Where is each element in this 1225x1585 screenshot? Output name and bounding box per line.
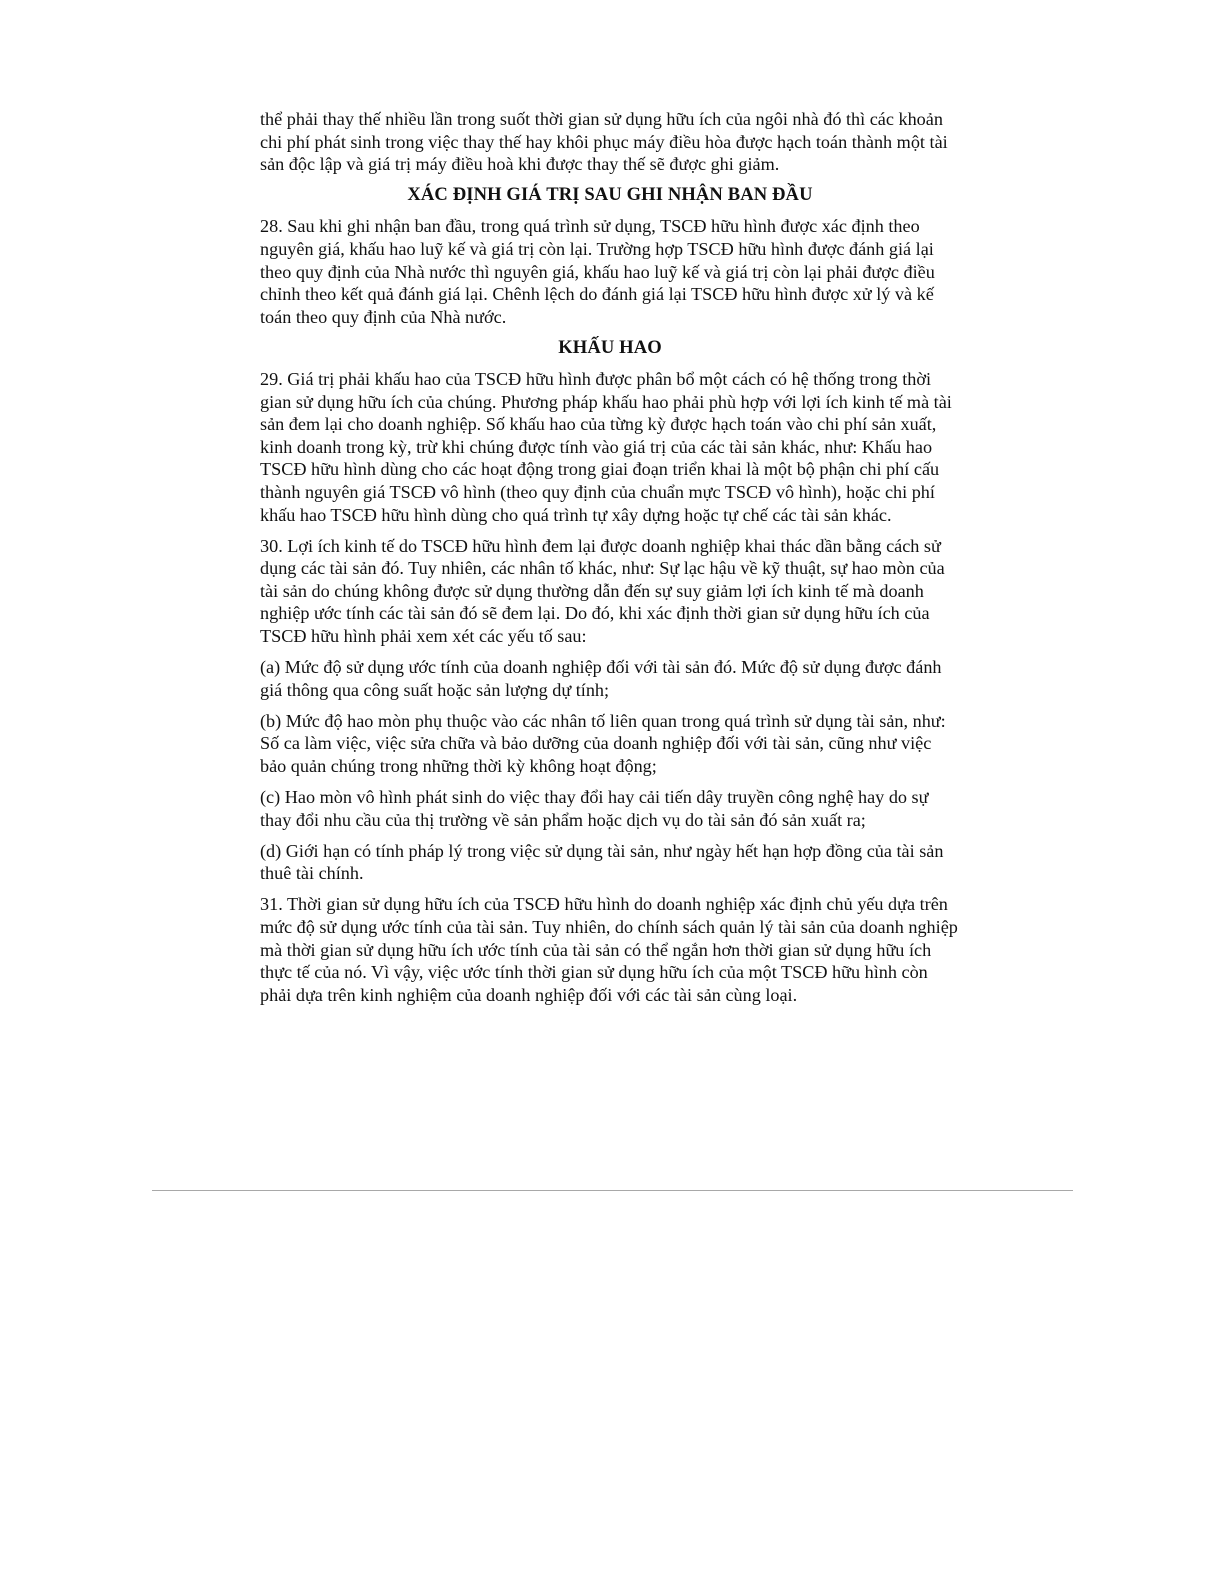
list-item-c: (c) Hao mòn vô hình phát sinh do việc thay đổi hay cải tiến dây truyền công nghệ hay do sự thay đổi nhu cầu của thị trường về sản phẩm hoặc dịch vụ do tài sản đó sản xuất ra; xyxy=(260,787,929,830)
page-divider xyxy=(152,1190,1073,1191)
section-heading-depreciation: KHẤU HAO xyxy=(558,336,662,358)
paragraph-28: 28. Sau khi ghi nhận ban đầu, trong quá trình sử dụng, TSCĐ hữu hình được xác định theo nguyên giá, khấu hao luỹ kế và giá trị còn lại. Trường hợp TSCĐ hữu hình được đánh giá lại theo quy định của Nhà nước thì nguyên giá, khấu hao luỹ kế và giá trị còn lại phải được điều chỉnh theo kết quả đánh giá lại. Chênh lệch do đánh giá lại TSCĐ hữu hình được xử lý và kế toán theo quy định của Nhà nước. xyxy=(260,216,935,327)
list-item-d: (d) Giới hạn có tính pháp lý trong việc sử dụng tài sản, như ngày hết hạn hợp đồng của tài sản thuê tài chính. xyxy=(260,840,944,884)
document-body xyxy=(260,108,960,1015)
paragraph-29: 29. Giá trị phải khấu hao của TSCĐ hữu hình được phân bổ một cách có hệ thống trong thời gian sử dụng hữu ích của chúng. Phương pháp khấu hao phải phù hợp với lợi ích kinh tế mà tài sản đem lại cho doanh nghiệp. Số khấu hao của từng kỳ được hạch toán vào chi phí sản xuất, kinh doanh trong kỳ, trừ khi chúng được tính vào giá trị của các tài sản khác, như: Khấu hao TSCĐ hữu hình dùng cho các hoạt động trong giai đoạn triển khai là một bộ phận chi phí cấu thành nguyên giá TSCĐ vô hình (theo quy định của chuẩn mực TSCĐ vô hình), hoặc chi phí khấu hao TSCĐ hữu hình dùng cho quá trình tự xây dựng hoặc tự chế các tài sản khác. xyxy=(260,368,952,525)
list-item-a: (a) Mức độ sử dụng ước tính của doanh nghiệp đối với tài sản đó. Mức độ sử dụng được đánh giá thông qua công suất hoặc sản lượng dự tính; xyxy=(260,657,942,700)
list-item-b: (b) Mức độ hao mòn phụ thuộc vào các nhân tố liên quan trong quá trình sử dụng tài sản, như: Số ca làm việc, việc sửa chữa và bảo dưỡng của doanh nghiệp đối với tài sản, cũng như việc bảo quản chúng trong những thời kỳ không hoạt động; xyxy=(260,710,946,776)
intro-paragraph: thể phải thay thế nhiều lần trong suốt thời gian sử dụng hữu ích của ngôi nhà đó thì các khoản chi phí phát sinh trong việc thay thế hay khôi phục máy điều hòa được hạch toán thành một tài sản độc lập và giá trị máy điều hoà khi được thay thế sẽ được ghi giảm. xyxy=(260,109,948,175)
section-heading-subsequent-measurement: XÁC ĐỊNH GIÁ TRỊ SAU GHI NHẬN BAN ĐẦU xyxy=(407,184,813,206)
paragraph-30: 30. Lợi ích kinh tế do TSCĐ hữu hình đem lại được doanh nghiệp khai thác dần bằng cách sử dụng các tài sản đó. Tuy nhiên, các nhân tố khác, như: Sự lạc hậu về kỹ thuật, sự hao mòn của tài sản do chúng không được sử dụng thường dẫn đến sự suy giảm lợi ích kinh tế mà doanh nghiệp ước tính các tài sản đó sẽ đem lại. Do đó, khi xác định thời gian sử dụng hữu ích của TSCĐ hữu hình phải xem xét các yếu tố sau: xyxy=(260,535,945,646)
paragraph-31: 31. Thời gian sử dụng hữu ích của TSCĐ hữu hình do doanh nghiệp xác định chủ yếu dựa trên mức độ sử dụng ước tính của tài sản. Tuy nhiên, do chính sách quản lý tài sản của doanh nghiệp mà thời gian sử dụng hữu ích ước tính của tài sản có thể ngắn hơn thời gian sử dụng hữu ích thực tế của nó. Vì vậy, việc ước tính thời gian sử dụng hữu ích của một TSCĐ hữu hình còn phải dựa trên kinh nghiệm của doanh nghiệp đối với các tài sản cùng loại. xyxy=(260,894,958,1005)
